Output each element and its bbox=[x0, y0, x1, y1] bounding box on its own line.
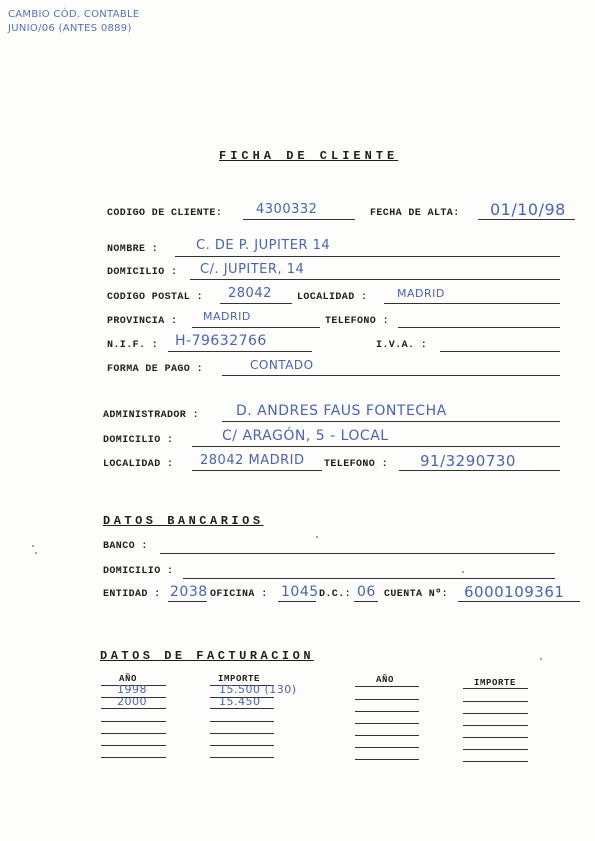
amount-line-left bbox=[210, 757, 274, 758]
provincia-label: PROVINCIA : bbox=[107, 316, 178, 327]
amount-line-left bbox=[210, 733, 274, 734]
year-line-left bbox=[101, 757, 166, 758]
codigo-cliente-value: 4300332 bbox=[256, 202, 318, 217]
entidad-line bbox=[168, 601, 207, 602]
admin-telefono-value: 91/3290730 bbox=[420, 452, 516, 470]
amount-header-left: IMPORTE bbox=[218, 674, 261, 684]
billing-year-1: 1998 bbox=[117, 683, 147, 696]
banco-line bbox=[160, 553, 555, 554]
fecha-alta-value: 01/10/98 bbox=[490, 200, 566, 219]
amount-line-left bbox=[210, 697, 274, 698]
amount-line-right bbox=[463, 749, 528, 750]
domicilio-line bbox=[190, 279, 560, 280]
banco-domicilio-label: DOMICILIO : bbox=[103, 566, 174, 577]
forma-pago-label: FORMA DE PAGO : bbox=[107, 364, 204, 375]
banco-label: BANCO : bbox=[103, 541, 148, 552]
administrador-line bbox=[222, 421, 560, 422]
domicilio-label: DOMICILIO : bbox=[107, 267, 178, 278]
admin-localidad-line bbox=[192, 470, 322, 471]
oficina-label: OFICINA : bbox=[210, 589, 268, 600]
amount-line-right bbox=[463, 701, 528, 702]
localidad-label: LOCALIDAD : bbox=[297, 292, 368, 303]
cuenta-value: 6000109361 bbox=[464, 583, 565, 601]
amount-line-right bbox=[463, 725, 528, 726]
year-header-left: AÑO bbox=[119, 674, 138, 684]
nif-value: H-79632766 bbox=[175, 333, 267, 349]
year-line-left bbox=[101, 721, 166, 722]
fecha-alta-label: FECHA DE ALTA: bbox=[370, 208, 460, 219]
forma-pago-value: CONTADO bbox=[250, 358, 314, 372]
iva-line bbox=[440, 351, 560, 352]
amount-line-right bbox=[463, 737, 528, 738]
cuenta-line bbox=[458, 601, 580, 602]
annotation-line-1: CAMBIO CÓD. CONTABLE bbox=[8, 9, 140, 20]
scan-speck bbox=[462, 571, 464, 573]
provincia-value: MADRID bbox=[203, 310, 251, 323]
bancarios-title: DATOS BANCARIOS bbox=[103, 514, 264, 528]
codigo-cliente-line bbox=[243, 219, 355, 220]
nombre-value: C. DE P. JUPITER 14 bbox=[196, 238, 331, 253]
year-line-right bbox=[355, 747, 419, 748]
banco-domicilio-line bbox=[183, 578, 555, 579]
localidad-line bbox=[384, 303, 560, 304]
nombre-line bbox=[175, 256, 560, 257]
scan-speck bbox=[32, 545, 34, 547]
cuenta-label: CUENTA Nº: bbox=[384, 589, 449, 600]
amount-header-right: IMPORTE bbox=[474, 678, 517, 688]
year-line-right bbox=[355, 759, 419, 760]
fecha-alta-line bbox=[478, 219, 575, 220]
facturacion-title: DATOS DE FACTURACION bbox=[100, 649, 315, 663]
year-line-left bbox=[101, 697, 166, 698]
billing-amount-1: 15.500 (130) bbox=[219, 683, 297, 696]
administrador-label: ADMINISTRADOR : bbox=[103, 410, 200, 421]
admin-telefono-label: TELEFONO : bbox=[324, 459, 389, 470]
amount-line-right bbox=[463, 713, 528, 714]
iva-label: I.V.A. : bbox=[376, 340, 428, 351]
page-title: FICHA DE CLIENTE bbox=[219, 149, 399, 163]
domicilio-value: C/. JUPITER, 14 bbox=[200, 262, 305, 277]
telefono-label: TELEFONO : bbox=[325, 316, 390, 327]
billing-year-2: 2000 bbox=[117, 695, 147, 708]
annotation-line-2: JUNIO/06 (ANTES 0889) bbox=[8, 23, 132, 34]
scan-speck bbox=[35, 552, 37, 554]
amount-line-left bbox=[210, 745, 274, 746]
oficina-value: 1045 bbox=[281, 584, 319, 600]
year-line-left bbox=[101, 745, 166, 746]
year-header-right: AÑO bbox=[376, 675, 395, 685]
dc-value: 06 bbox=[357, 584, 376, 600]
admin-domicilio-line bbox=[192, 446, 560, 447]
entidad-label: ENTIDAD : bbox=[103, 589, 161, 600]
admin-domicilio-value: C/ ARAGÓN, 5 - LOCAL bbox=[222, 428, 389, 444]
year-line-right bbox=[355, 711, 419, 712]
nif-label: N.I.F. : bbox=[107, 340, 159, 351]
year-line-right bbox=[355, 699, 419, 700]
nombre-label: NOMBRE : bbox=[107, 244, 159, 255]
amount-line-right bbox=[463, 761, 528, 762]
telefono-line bbox=[398, 327, 560, 328]
admin-localidad-value: 28042 MADRID bbox=[200, 453, 305, 468]
year-line-right bbox=[355, 723, 419, 724]
amount-line-left bbox=[210, 721, 274, 722]
year-line-right bbox=[355, 735, 419, 736]
scan-speck bbox=[540, 658, 542, 660]
entidad-value: 2038 bbox=[170, 584, 208, 600]
year-header-right-line bbox=[355, 686, 419, 687]
billing-amount-2: 15.450 bbox=[219, 695, 261, 708]
year-line-left bbox=[101, 733, 166, 734]
amount-line-left bbox=[210, 708, 274, 709]
codigo-postal-label: CODIGO POSTAL : bbox=[107, 292, 204, 303]
codigo-postal-value: 28042 bbox=[228, 286, 272, 301]
codigo-cliente-label: CODIGO DE CLIENTE: bbox=[107, 208, 223, 219]
amount-header-right-line bbox=[463, 688, 528, 689]
year-line-left bbox=[101, 708, 166, 709]
admin-domicilio-label: DOMICILIO : bbox=[103, 435, 174, 446]
scan-speck bbox=[316, 536, 318, 538]
dc-label: D.C.: bbox=[319, 589, 352, 600]
localidad-value: MADRID bbox=[397, 287, 445, 300]
admin-telefono-line bbox=[399, 470, 560, 471]
administrador-value: D. ANDRES FAUS FONTECHA bbox=[236, 403, 447, 419]
oficina-line bbox=[278, 601, 316, 602]
provincia-line bbox=[192, 327, 320, 328]
admin-localidad-label: LOCALIDAD : bbox=[103, 459, 174, 470]
codigo-postal-line bbox=[220, 303, 292, 304]
dc-line bbox=[354, 601, 378, 602]
nif-line bbox=[168, 351, 312, 352]
forma-pago-line bbox=[222, 375, 560, 376]
